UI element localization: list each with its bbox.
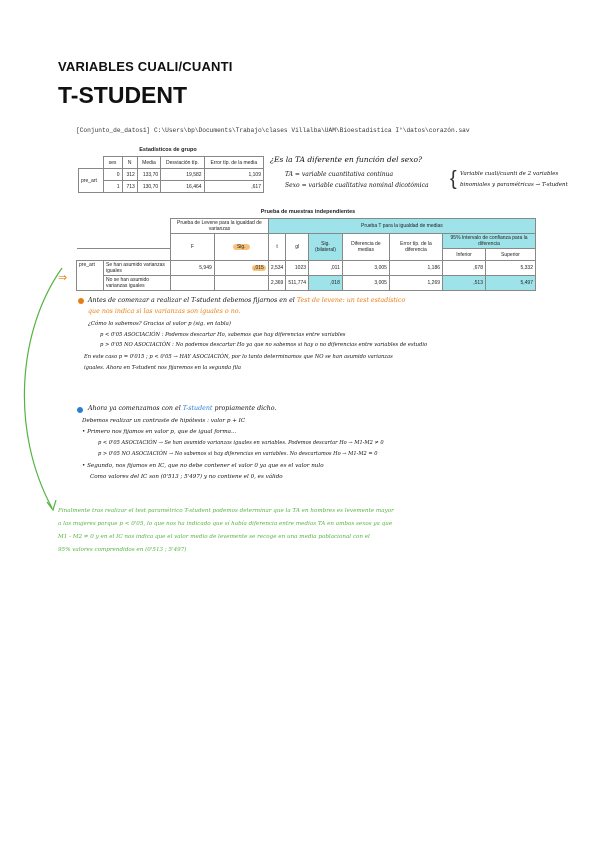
row-label: pre_art [79, 169, 104, 193]
col-header: Media [137, 157, 160, 169]
group-stats-caption: Estadísticos de grupo [139, 147, 197, 153]
note-side1: Variable cuali/cuanti de 2 variables [460, 171, 559, 177]
table-row: No se han asumido varianzas iguales 2,369 511,774 ,018 3,005 1,269 ,513 5,497 [77, 276, 536, 291]
indep-test-table: Prueba de Levene para la igualdad de varianzas Prueba T para la igualdad de medias F Sig. t gl Sig. (bilateral) Diferencia de medias Error típ. de la diferencia 95% Intervalo de confianza para la diferencia Inferior Superior pre_art Se han asumido varianzas iguales 5,949 ,015 2,534 1023 ,011 3,005 1,186 ,678 5,332 No se han asumido varianzas iguales 2,369 511,774 ,018 3,005 1,269 ,513 5,497 [76, 218, 536, 291]
ci-header: 95% Intervalo de confianza para la diferencia [443, 234, 536, 249]
table-row: pre_art 0 312 133,70 19,582 1,109 [79, 169, 264, 181]
col-header: sex [103, 157, 122, 169]
conclusion-line: M1 - M2 ≠ 0 y en el IC nos indica que el valor medio de levemente se recoge en una media poblacional con el [58, 534, 370, 540]
col-header: Desviación típ. [161, 157, 204, 169]
col-header: Error típ. de la media [204, 157, 263, 169]
ttest-header: Prueba T para la igualdad de medias [268, 219, 535, 234]
brace-icon: { [450, 168, 457, 190]
conclusion-line: 95% valores comprendidos en (0'513 ; 5'497) [58, 547, 187, 553]
page-subtitle: VARIABLES CUALI/CUANTI [58, 59, 233, 74]
conclusion-line: Finalmente tras realizar el test paramétrico T-student podemos determinar que la TA en hombres es levemente mayor [58, 508, 394, 514]
bullet-icon [77, 407, 83, 413]
bullet-icon [78, 298, 84, 304]
col-header: N [122, 157, 137, 169]
note-question: ¿Es la TA diferente en función del sexo? [270, 155, 422, 164]
page-title: T-STUDENT [58, 82, 188, 108]
note-side2: binomiales y paramétricas → T-student [460, 182, 568, 188]
arrow-right-icon: ⇒ [58, 272, 68, 284]
table-row: pre_art Se han asumido varianzas iguales 5,949 ,015 2,534 1023 ,011 3,005 1,186 ,678 5,332 [77, 261, 536, 276]
note-ta: TA = variable cuantitativa continua [285, 171, 394, 178]
conclusion-line: a las mujeres porque p < 0'05, lo que nos ha indicado que sí había diferencia entre medias TA en ambos sexos ya que [58, 521, 393, 527]
indep-test-caption: Prueba de muestras independientes [260, 209, 356, 215]
levene-header: Prueba de Levene para la igualdad de varianzas [171, 219, 269, 234]
table-row: 1 713 130,70 16,464 ,617 [79, 181, 264, 193]
note-sexo: Sexo = variable cualitativa nominal dicotómica [285, 182, 429, 189]
file-path: [Conjunto_de_datos1] C:\Users\bp\Documents\Trabajo\clases Villalba\UAM\Bioestadistica I°\datos\corazón.sav [76, 127, 470, 134]
